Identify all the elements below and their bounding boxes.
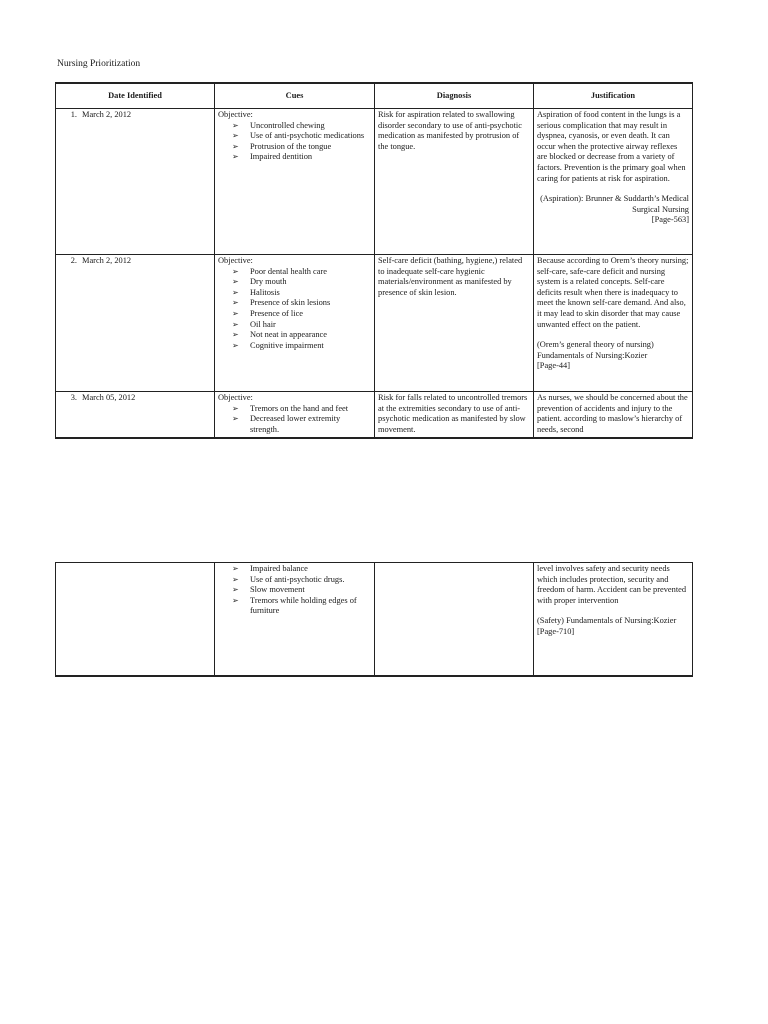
cue-text: Presence of lice bbox=[250, 308, 304, 318]
arrow-bullet-icon: ➢ bbox=[232, 152, 239, 162]
cue-item bbox=[232, 575, 371, 586]
header-justification: Justification bbox=[534, 83, 693, 109]
arrow-bullet-icon: ➢ bbox=[232, 414, 239, 424]
cue-text: Use of anti-psychotic drugs. bbox=[250, 574, 345, 584]
cues-list bbox=[218, 564, 371, 617]
cues-cell bbox=[215, 109, 375, 255]
arrow-bullet-icon: ➢ bbox=[232, 308, 239, 318]
diagnosis-cell bbox=[375, 563, 534, 677]
arrow-bullet-icon: ➢ bbox=[232, 277, 239, 287]
justification-cell bbox=[534, 109, 693, 255]
justification-text: level involves safety and security needs which includes protection, security and freedom of harm. Accident can be prevented with proper intervention bbox=[537, 564, 687, 605]
cue-item bbox=[232, 152, 371, 163]
table-row bbox=[56, 563, 693, 677]
page-reference: [Page-563] bbox=[651, 215, 689, 225]
arrow-bullet-icon: ➢ bbox=[232, 131, 239, 141]
arrow-bullet-icon: ➢ bbox=[232, 266, 239, 276]
header-diagnosis: Diagnosis bbox=[375, 83, 534, 109]
cue-item bbox=[232, 404, 371, 415]
cue-item bbox=[232, 142, 371, 153]
cue-text: Protrusion of the tongue bbox=[250, 141, 332, 151]
prioritization-table-continued bbox=[55, 562, 693, 677]
cue-item bbox=[232, 121, 371, 132]
date-cell bbox=[56, 255, 215, 392]
header-cues: Cues bbox=[215, 83, 375, 109]
page-reference: [Page-44] bbox=[537, 361, 571, 371]
cue-text: Decreased lower extremity strength. bbox=[250, 414, 341, 434]
arrow-bullet-icon: ➢ bbox=[232, 120, 239, 130]
arrow-bullet-icon: ➢ bbox=[232, 403, 239, 413]
cue-text: Oil hair bbox=[250, 319, 276, 329]
arrow-bullet-icon: ➢ bbox=[232, 564, 239, 573]
cues-cell bbox=[215, 392, 375, 439]
justification-cell bbox=[534, 255, 693, 392]
cue-text: Impaired balance bbox=[250, 564, 308, 573]
arrow-bullet-icon: ➢ bbox=[232, 585, 239, 595]
cues-list bbox=[218, 267, 371, 352]
row-number: 2. bbox=[70, 256, 77, 265]
cue-item bbox=[232, 341, 371, 352]
header-date: Date Identified bbox=[56, 83, 215, 109]
arrow-bullet-icon: ➢ bbox=[232, 595, 239, 605]
justification-text: Aspiration of food content in the lungs is a serious complication that may result in dyspnea, cyanosis, or even death. It can occur when the protective airway reflexes are blocked or decrease from a variety of factors. Prevention is the primary goal when caring for patients at risk for aspiration. bbox=[537, 110, 686, 183]
cues-list bbox=[218, 121, 371, 163]
date-cell bbox=[56, 109, 215, 255]
cues-cell bbox=[215, 563, 375, 677]
cues-heading: Objective: bbox=[218, 110, 253, 119]
arrow-bullet-icon: ➢ bbox=[232, 340, 239, 350]
cue-item bbox=[232, 320, 371, 331]
reference-text: (Safety) Fundamentals of Nursing:Kozier bbox=[537, 616, 677, 626]
arrow-bullet-icon: ➢ bbox=[232, 298, 239, 308]
date-value: March 2, 2012 bbox=[82, 110, 132, 119]
cue-text: Poor dental health care bbox=[250, 266, 327, 276]
cue-item bbox=[232, 309, 371, 320]
cue-item bbox=[232, 596, 371, 617]
date-value: March 05, 2012 bbox=[82, 393, 136, 402]
page-reference: [Page-710] bbox=[537, 626, 575, 636]
reference-text: (Orem’s general theory of nursing) Fundamentals of Nursing:Kozier bbox=[537, 340, 654, 360]
row-number: 1. bbox=[70, 110, 77, 119]
diagnosis-cell: Self-care deficit (bathing, hygiene,) related to inadequate self-care hygienic materials/environment as manifested by presence of skin lesion. bbox=[375, 255, 534, 392]
cues-heading: Objective: bbox=[218, 393, 253, 402]
cue-item bbox=[232, 277, 371, 288]
cue-item bbox=[232, 330, 371, 341]
cue-text: Not neat in appearance bbox=[250, 330, 327, 340]
justification-cell: As nurses, we should be concerned about the prevention of accidents and injury to the patient. according to maslow’s hierarchy of needs, second bbox=[534, 392, 693, 439]
prioritization-table bbox=[55, 82, 693, 439]
cue-item bbox=[232, 585, 371, 596]
cue-text: Impaired dentition bbox=[250, 152, 313, 162]
cue-text: Use of anti-psychotic medications bbox=[250, 131, 365, 141]
arrow-bullet-icon: ➢ bbox=[232, 319, 239, 329]
cues-cell bbox=[215, 255, 375, 392]
cue-text: Uncontrolled chewing bbox=[250, 120, 325, 130]
cues-list bbox=[218, 404, 371, 436]
justification-cell bbox=[534, 563, 693, 677]
cue-text: Tremors while holding edges of furniture bbox=[250, 595, 357, 616]
cue-item bbox=[232, 131, 371, 142]
diagnosis-cell: Risk for aspiration related to swallowing disorder secondary to use of anti-psychotic medication as manifested by protrusion of the tongue. bbox=[375, 109, 534, 255]
cues-heading: Objective: bbox=[218, 256, 253, 265]
date-cell bbox=[56, 563, 215, 677]
arrow-bullet-icon: ➢ bbox=[232, 141, 239, 151]
cue-item bbox=[232, 564, 371, 575]
table-row bbox=[56, 255, 693, 392]
cue-text: Presence of skin lesions bbox=[250, 298, 331, 308]
table-row bbox=[56, 109, 693, 255]
cue-text: Tremors on the hand and feet bbox=[250, 403, 349, 413]
cue-item bbox=[232, 414, 371, 435]
table-row bbox=[56, 392, 693, 439]
date-value: March 2, 2012 bbox=[82, 256, 132, 265]
cue-text: Halitosis bbox=[250, 287, 280, 297]
diagnosis-cell: Risk for falls related to uncontrolled tremors at the extremities secondary to use of anti-psychotic medication as manifested by slow movement. bbox=[375, 392, 534, 439]
table-header-row bbox=[56, 83, 693, 109]
cue-text: Dry mouth bbox=[250, 277, 287, 287]
justification-text: Because according to Orem’s theory nursing; self-care, safe-care deficit and nursing system is a related concepts. Self-care deficits result when there is inadequacy to meet the known self-care demand. And also, it may lead to skin disorder that may cause unwanted effect on the patient. bbox=[537, 256, 689, 329]
row-number: 3. bbox=[70, 393, 77, 402]
reference-text: (Aspiration): Brunner & Suddarth’s Medical Surgical Nursing bbox=[540, 194, 689, 214]
cue-item bbox=[232, 288, 371, 299]
cue-text: Slow movement bbox=[250, 585, 305, 595]
arrow-bullet-icon: ➢ bbox=[232, 574, 239, 584]
cue-text: Cognitive impairment bbox=[250, 340, 324, 350]
cue-item bbox=[232, 298, 371, 309]
cue-item bbox=[232, 267, 371, 278]
date-cell bbox=[56, 392, 215, 439]
arrow-bullet-icon: ➢ bbox=[232, 330, 239, 340]
arrow-bullet-icon: ➢ bbox=[232, 287, 239, 297]
document-title: Nursing Prioritization bbox=[57, 59, 141, 69]
